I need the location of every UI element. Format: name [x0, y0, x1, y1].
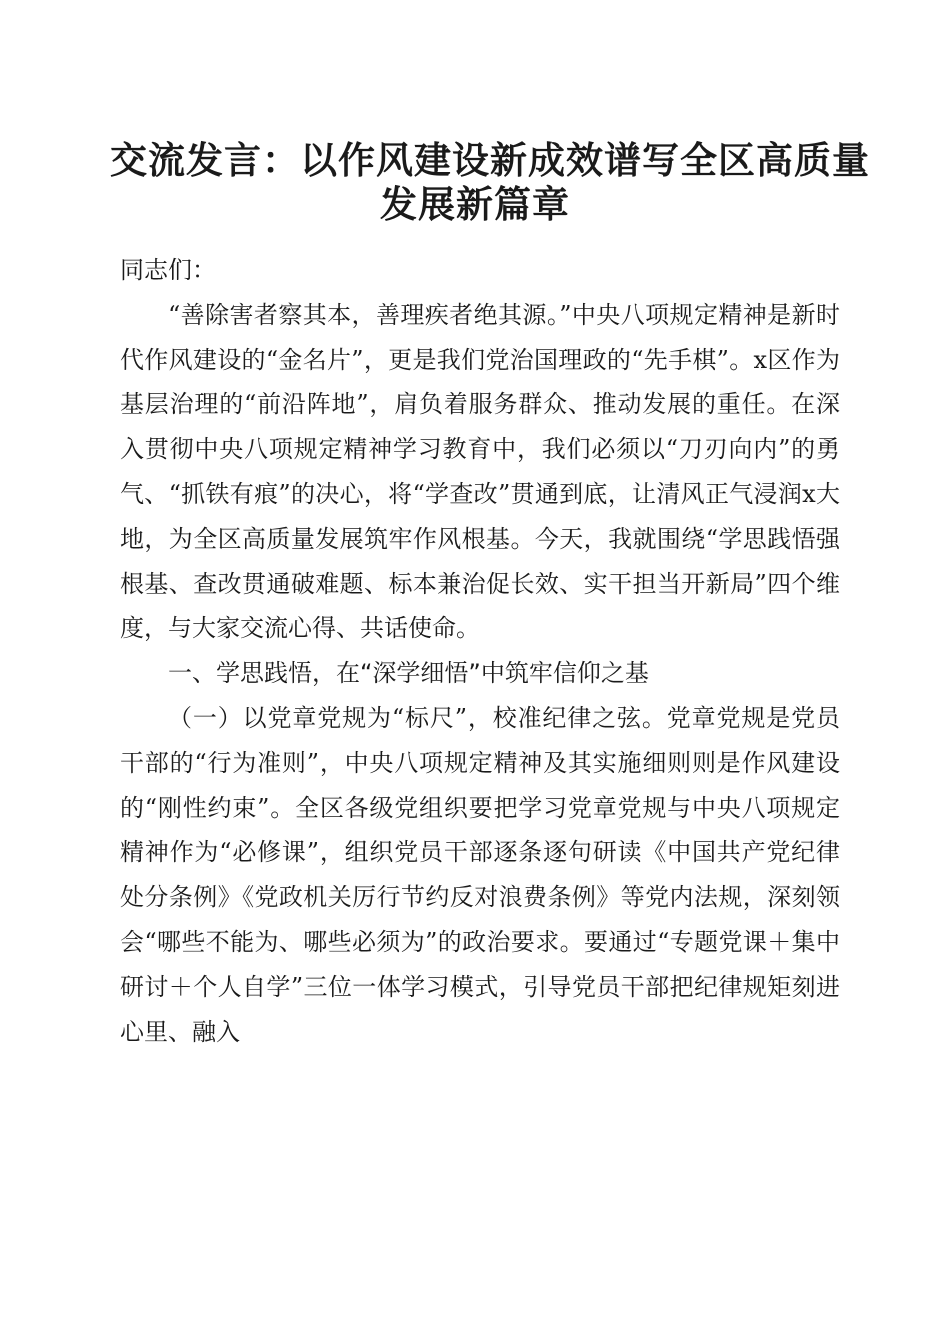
document-title-line-2: 发展新篇章 — [380, 182, 570, 226]
section-1-heading: 一、学思践悟，在“深学细悟”中筑牢信仰之基 — [168, 659, 649, 688]
greeting: 同志们： — [120, 256, 216, 284]
intro-paragraph: “善除害者察其本，善理疾者绝其源。”中央八项规定精神是新时代作风建设的“金名片”，更是我们党治国理政的“先手棋”。x区作为基层治理的“前沿阵地”，肩负着服务群众、推动发展的重任。在深入贯彻中央八项规定精神学习教育中，我们必须以“刀刃向内”的勇气、“抓铁有痕”的决心，将“学查改”贯通到底，让清风正气浸润x大地，为全区高质量发展筑牢作风根基。今天，我就围绕“学思践悟强根基、查改贯通破难题、标本兼治促长效、实干担当开新局”四个维度，与大家交流心得、共话使命。 — [120, 300, 840, 643]
document-body — [120, 248, 840, 1054]
section-1-paragraph: （一）以党章党规为“标尺”，校准纪律之弦。党章党规是党员干部的“行为准则”，中央八项规定精神及其实施细则则是作风建设的“刚性约束”。全区各级党组织要把学习党章党规与中央八项规定精神作为“必修课”，组织党员干部逐条逐句研读《中国共产党纪律处分条例》《党政机关厉行节约反对浪费条例》等党内法规，深刻领会“哪些不能为、哪些必须为”的政治要求。要通过“专题党课＋集中研讨＋个人自学”三位一体学习模式，引导党员干部把纪律规矩刻进心里、融入 — [120, 703, 840, 1046]
document-title-line-1: 交流发言：以作风建设新成效谱写全区高质量 — [110, 138, 870, 182]
